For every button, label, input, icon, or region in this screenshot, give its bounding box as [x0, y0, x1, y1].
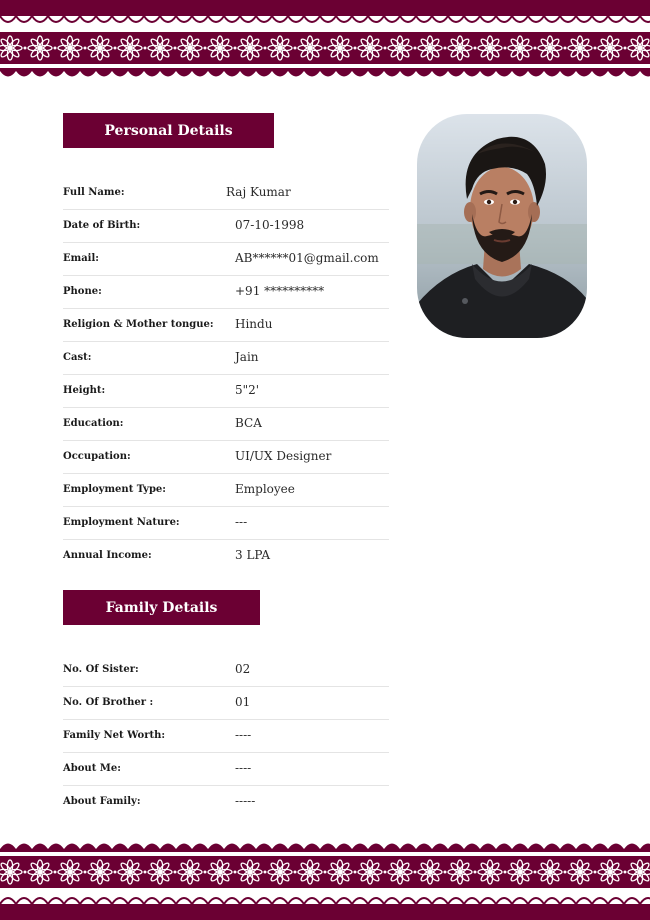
detail-value: +91 ********** [235, 284, 325, 298]
detail-row [63, 721, 389, 753]
detail-label: No. Of Brother : [63, 697, 154, 708]
detail-row [63, 688, 389, 720]
detail-row [63, 310, 389, 342]
detail-label: Annual Income: [63, 550, 152, 561]
detail-row [63, 244, 389, 276]
detail-value: ---- [235, 728, 252, 742]
personal-details-title: Personal Details [104, 122, 233, 139]
personal-details-list [63, 178, 389, 573]
profile-photo-icon [417, 114, 587, 338]
family-details-title: Family Details [105, 599, 218, 616]
detail-value: Employee [235, 482, 295, 496]
family-details-list [63, 655, 389, 819]
detail-value: UI/UX Designer [235, 449, 332, 463]
detail-label: No. Of Sister: [63, 664, 139, 675]
detail-label: Religion & Mother tongue: [63, 319, 214, 330]
detail-row [63, 475, 389, 507]
profile-photo [417, 114, 587, 338]
detail-label: Employment Type: [63, 484, 166, 495]
detail-label: Employment Nature: [63, 517, 180, 528]
detail-value: Jain [235, 350, 259, 364]
detail-row [63, 787, 389, 818]
detail-row [63, 376, 389, 408]
detail-label: Phone: [63, 286, 102, 297]
detail-value: BCA [235, 416, 262, 430]
detail-value: ----- [235, 794, 256, 808]
detail-row [63, 442, 389, 474]
detail-value: 01 [235, 695, 251, 709]
detail-row [63, 409, 389, 441]
detail-row [63, 508, 389, 540]
detail-value: ---- [235, 761, 252, 775]
detail-value: Raj Kumar [226, 185, 291, 199]
detail-value: Hindu [235, 317, 273, 331]
detail-value: 02 [235, 662, 251, 676]
detail-row [63, 178, 389, 210]
detail-value: 5"2' [235, 383, 260, 397]
detail-label: Education: [63, 418, 124, 429]
detail-row [63, 541, 389, 572]
detail-value: --- [235, 515, 248, 529]
family-details-header [63, 590, 260, 625]
detail-label: Email: [63, 253, 99, 264]
personal-details-header [63, 113, 274, 148]
detail-row [63, 754, 389, 786]
detail-row [63, 655, 389, 687]
detail-label: Height: [63, 385, 106, 396]
detail-label: Full Name: [63, 187, 125, 198]
top-decorative-border [0, 0, 650, 84]
detail-value: 3 LPA [235, 548, 271, 562]
detail-value: AB******01@gmail.com [235, 251, 379, 265]
detail-label: Occupation: [63, 451, 131, 462]
detail-label: Family Net Worth: [63, 730, 166, 741]
detail-label: About Family: [63, 796, 141, 807]
detail-label: Cast: [63, 352, 92, 363]
bottom-decorative-border [0, 836, 650, 920]
detail-row [63, 343, 389, 375]
detail-row [63, 277, 389, 309]
detail-row [63, 211, 389, 243]
detail-label: Date of Birth: [63, 220, 141, 231]
detail-label: About Me: [63, 763, 121, 774]
detail-value: 07-10-1998 [235, 218, 305, 232]
